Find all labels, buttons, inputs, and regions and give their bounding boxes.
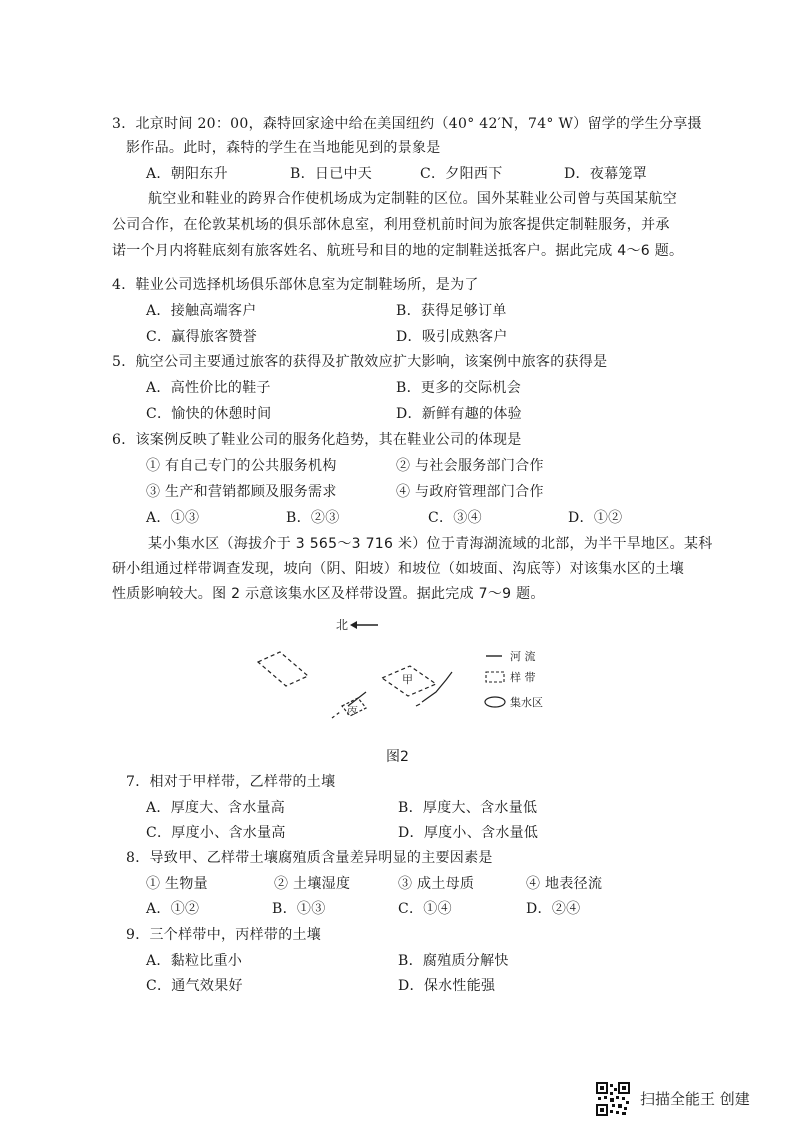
q7-option-d: D．厚度小、含水量低 bbox=[398, 825, 539, 841]
scanner-watermark bbox=[596, 1080, 776, 1120]
passage2-line2: 研小组通过样带调查发现，坡向（阴、阳坡）和坡位（如坡面、沟底等）对该集水区的土壤 bbox=[112, 561, 684, 577]
q7-option-b: B．厚度大、含水量低 bbox=[398, 800, 538, 816]
q5-option-a: A．高性价比的鞋子 bbox=[146, 380, 271, 396]
q4-option-d: D．吸引成熟客户 bbox=[396, 329, 508, 345]
q5-option-c: C．愉快的休憩时间 bbox=[146, 406, 272, 422]
q8-option-d: D．②④ bbox=[526, 901, 581, 917]
q7-option-a: A．厚度大、含水量高 bbox=[146, 800, 286, 816]
q6-item-3: ③ 生产和营销都顾及服务需求 bbox=[146, 484, 337, 500]
q5-option-d: D．新鲜有趣的体验 bbox=[396, 406, 522, 422]
q5-stem: 5．航空公司主要通过旅客的获得及扩散效应扩大影响，该案例中旅客的获得是 bbox=[112, 354, 608, 370]
north-label: 北 bbox=[336, 618, 349, 632]
figure-caption: 图2 bbox=[386, 749, 409, 765]
strip-jia-label: 甲 bbox=[402, 673, 413, 686]
q4-option-a: A．接触高端客户 bbox=[146, 303, 257, 319]
river-segment-1 bbox=[332, 712, 340, 718]
q7-stem: 7．相对于甲样带，乙样带的土壤 bbox=[126, 774, 336, 790]
q3-option-c: C．夕阳西下 bbox=[420, 166, 503, 182]
legend-catchment-symbol bbox=[485, 697, 505, 707]
q6-item-4: ④ 与政府管理部门合作 bbox=[396, 484, 544, 500]
strip-bing-label: 丙 bbox=[346, 706, 356, 717]
q3-stem-line1: 3．北京时间 20：00，森特回家途中给在美国纽约（40° 42′N，74° W）留学的学生分享摄 bbox=[112, 116, 702, 132]
q6-item-1: ① 有自己专门的公共服务机构 bbox=[146, 458, 337, 474]
q8-option-b: B．①③ bbox=[272, 901, 326, 917]
q8-item-3: ③ 成土母质 bbox=[398, 876, 475, 892]
q9-stem: 9．三个样带中，丙样带的土壤 bbox=[126, 927, 322, 943]
q8-option-c: C．①④ bbox=[398, 901, 452, 917]
q6-option-d: D．①② bbox=[568, 510, 623, 526]
q7-option-c: C．厚度小、含水量高 bbox=[146, 825, 286, 841]
q8-stem: 8．导致甲、乙样带土壤腐殖质含量差异明显的主要因素是 bbox=[126, 850, 493, 866]
q9-option-a: A．黏粒比重小 bbox=[146, 953, 243, 969]
river-segment-3 bbox=[422, 672, 452, 702]
q4-stem: 4．鞋业公司选择机场俱乐部休息室为定制鞋场所，是为了 bbox=[112, 277, 479, 293]
q6-item-2: ② 与社会服务部门合作 bbox=[396, 458, 544, 474]
q8-option-a: A．①② bbox=[146, 901, 200, 917]
q6-option-a: A．①③ bbox=[146, 510, 200, 526]
qr-code-icon bbox=[596, 1082, 630, 1116]
q9-option-d: D．保水性能强 bbox=[398, 978, 496, 994]
q8-item-1: ① 生物量 bbox=[146, 876, 208, 892]
legend-river-label: 河 流 bbox=[510, 650, 536, 663]
q3-option-b: B．日已中天 bbox=[290, 166, 373, 182]
q3-stem-line2: 影作品。此时，森特的学生在当地能见到的景象是 bbox=[126, 140, 441, 156]
scanner-watermark-text: 扫描全能王 创建 bbox=[640, 1090, 750, 1108]
catchment-figure bbox=[240, 610, 580, 740]
river-segment-4 bbox=[416, 704, 420, 706]
passage1-line2: 公司合作，在伦敦某机场的俱乐部休息室，利用登机前时间为旅客提供定制鞋服务，并承 bbox=[112, 217, 670, 233]
q3-option-a: A．朝阳东升 bbox=[146, 166, 228, 182]
q8-item-2: ② 土壤湿度 bbox=[274, 876, 351, 892]
passage2-line1: 某小集水区（海拔介于 3 565～3 716 米）位于青海湖流域的北部，为半干旱地区。某科 bbox=[148, 536, 713, 552]
passage1-line1: 航空业和鞋业的跨界合作使机场成为定制鞋的区位。国外某鞋业公司曾与英国某航空 bbox=[148, 191, 678, 207]
q8-item-4: ④ 地表径流 bbox=[526, 876, 603, 892]
strip-yi bbox=[258, 652, 308, 686]
legend-catchment-label: 集水区 bbox=[510, 696, 543, 709]
q3-option-d: D．夜幕笼罩 bbox=[564, 166, 648, 182]
q9-option-c: C．通气效果好 bbox=[146, 978, 243, 994]
north-arrowhead bbox=[350, 621, 357, 629]
passage1-line3: 诺一个月内将鞋底刻有旅客姓名、航班号和目的地的定制鞋送抵客户。据此完成 4～6 题。 bbox=[112, 243, 684, 259]
q6-option-c: C．③④ bbox=[428, 510, 482, 526]
legend-strip-label: 样 带 bbox=[510, 671, 536, 684]
q9-option-b: B．腐殖质分解快 bbox=[398, 953, 509, 969]
q4-option-b: B．获得足够订单 bbox=[396, 303, 507, 319]
passage2-line3: 性质影响较大。图 2 示意该集水区及样带设置。据此完成 7～9 题。 bbox=[112, 586, 545, 602]
q5-option-b: B．更多的交际机会 bbox=[396, 380, 521, 396]
legend-strip-symbol bbox=[486, 672, 504, 682]
q4-option-c: C．赢得旅客赞誉 bbox=[146, 329, 258, 345]
q6-option-b: B．②③ bbox=[286, 510, 340, 526]
q6-stem: 6．该案例反映了鞋业公司的服务化趋势，其在鞋业公司的体现是 bbox=[112, 432, 522, 448]
